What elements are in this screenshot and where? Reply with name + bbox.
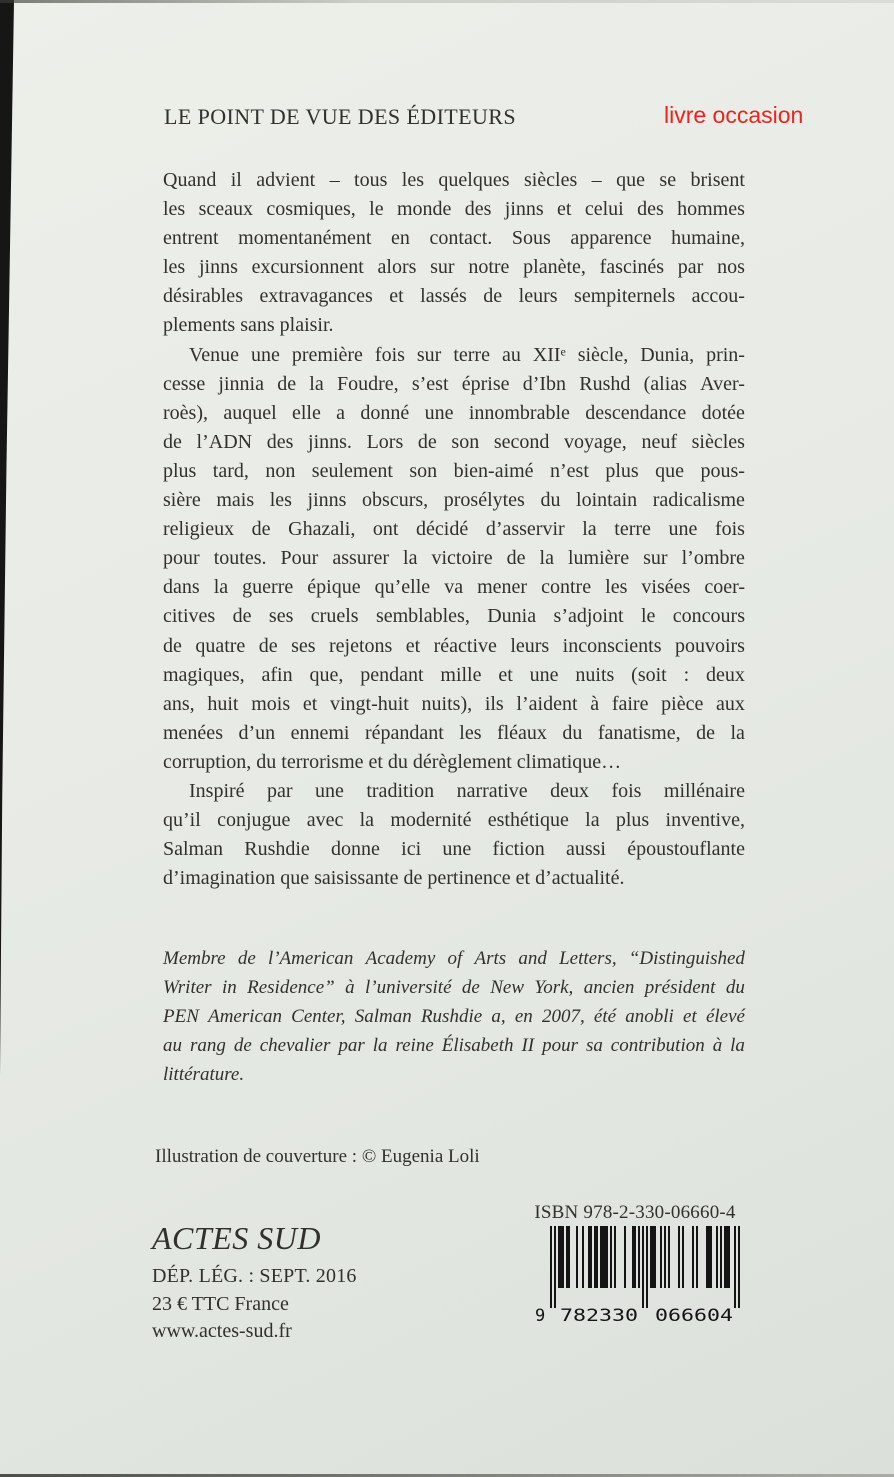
svg-text:066604: 066604 (655, 1306, 733, 1323)
synopsis-line: religieux de Ghazali, ont décidé d’asservir la terre une fois (163, 518, 745, 541)
author-note-line: PEN American Center, Salman Rushdie a, en 2007, été anobli et élevé (163, 1006, 745, 1027)
ean13-barcode (534, 1226, 742, 1323)
author-note-line: Writer in Residence” à l’université de New York, ancien président du (163, 977, 745, 998)
author-note (163, 944, 745, 1089)
isbn-label: ISBN 978-2-330-06660-4 (534, 1202, 736, 1223)
synopsis-line: magiques, afin que, pendant mille et une nuits (soit : deux (163, 663, 745, 686)
synopsis-line: qu’il conjugue avec la modernité esthétique la plus inventive, (163, 809, 745, 832)
synopsis-line: pour toutes. Pour assurer la victoire de la lumière sur l’ombre (163, 547, 745, 570)
synopsis-line: ans, huit mois et vingt-huit nuits), ils l’aident à faire pièce aux (163, 692, 745, 715)
synopsis-line: roès), auquel elle a donné une innombrable descendance dotée (163, 401, 745, 424)
publisher-logo: ACTES SUD (152, 1220, 321, 1256)
synopsis-line: les sceaux cosmiques, le monde des jinns et celui des hommes (163, 198, 745, 221)
synopsis-line: entrent momentanément en contact. Sous apparence humaine, (163, 227, 745, 250)
svg-text:782330: 782330 (560, 1306, 638, 1323)
legal-deposit: DÉP. LÉG. : SEPT. 2016 (152, 1265, 357, 1287)
photo-left-edge (0, 0, 14, 1170)
synopsis-line: menées d’un ennemi répandant les fléaux du fanatisme, de la (163, 721, 745, 744)
synopsis-line: d’imagination que saisissante de pertinence et d’actualité. (163, 867, 625, 890)
synopsis-line: Quand il advient – tous les quelques siècles – que se brisent (163, 169, 745, 191)
author-note-line: littérature. (163, 1064, 245, 1085)
synopsis-line: Venue une première fois sur terre au XIIᵉ siècle, Dunia, prin- (189, 343, 745, 366)
synopsis-line: désirables extravagances et lassés de leurs sempiternels accou- (163, 285, 745, 308)
synopsis-line: plus tard, non seulement son bien-aimé n’est plus que pous- (163, 459, 745, 482)
cover-illustration-credit: Illustration de couverture : © Eugenia Loli (155, 1146, 480, 1167)
synopsis-line: cesse jinnia de la Foudre, s’est éprise d’Ibn Rushd (alias Aver- (163, 372, 745, 395)
editors-viewpoint-heading: LE POINT DE VUE DES ÉDITEURS (164, 104, 516, 129)
publisher-website: www.actes-sud.fr (152, 1320, 292, 1342)
synopsis-line: citives de ses cruels semblables, Dunia s’adjoint le concours (163, 605, 745, 628)
synopsis-line: les jinns excursionnent alors sur notre planète, fascinés par nos (163, 256, 745, 279)
synopsis-line: sière mais les jinns obscurs, prosélytes du lointain radicalisme (163, 489, 745, 512)
synopsis-line: de quatre de ses rejetons et réactive leurs inconscients pouvoirs (163, 634, 745, 657)
synopsis-line: plements sans plaisir. (163, 314, 334, 337)
synopsis-line: Salman Rushdie donne ici une fiction aussi époustouflante (163, 838, 745, 861)
author-note-line: au rang de chevalier par la reine Élisabeth II pour sa contribution à la (163, 1035, 745, 1056)
synopsis-line: dans la guerre épique qu’elle va mener contre les visées coer- (163, 576, 745, 599)
synopsis-line: de l’ADN des jinns. Lors de son second voyage, neuf siècles (163, 430, 745, 453)
price: 23 € TTC France (152, 1293, 289, 1315)
svg-text:9: 9 (535, 1306, 546, 1323)
used-book-stamp: livre occasion (664, 102, 804, 128)
author-note-line: Membre de l’American Academy of Arts and Letters, “Distinguished (163, 948, 745, 969)
synopsis (163, 166, 745, 893)
synopsis-line: Inspiré par une tradition narrative deux fois millénaire (189, 779, 745, 802)
photo-top-edge (0, 0, 894, 3)
synopsis-line: corruption, du terrorisme et du dérèglement climatique… (163, 750, 622, 773)
